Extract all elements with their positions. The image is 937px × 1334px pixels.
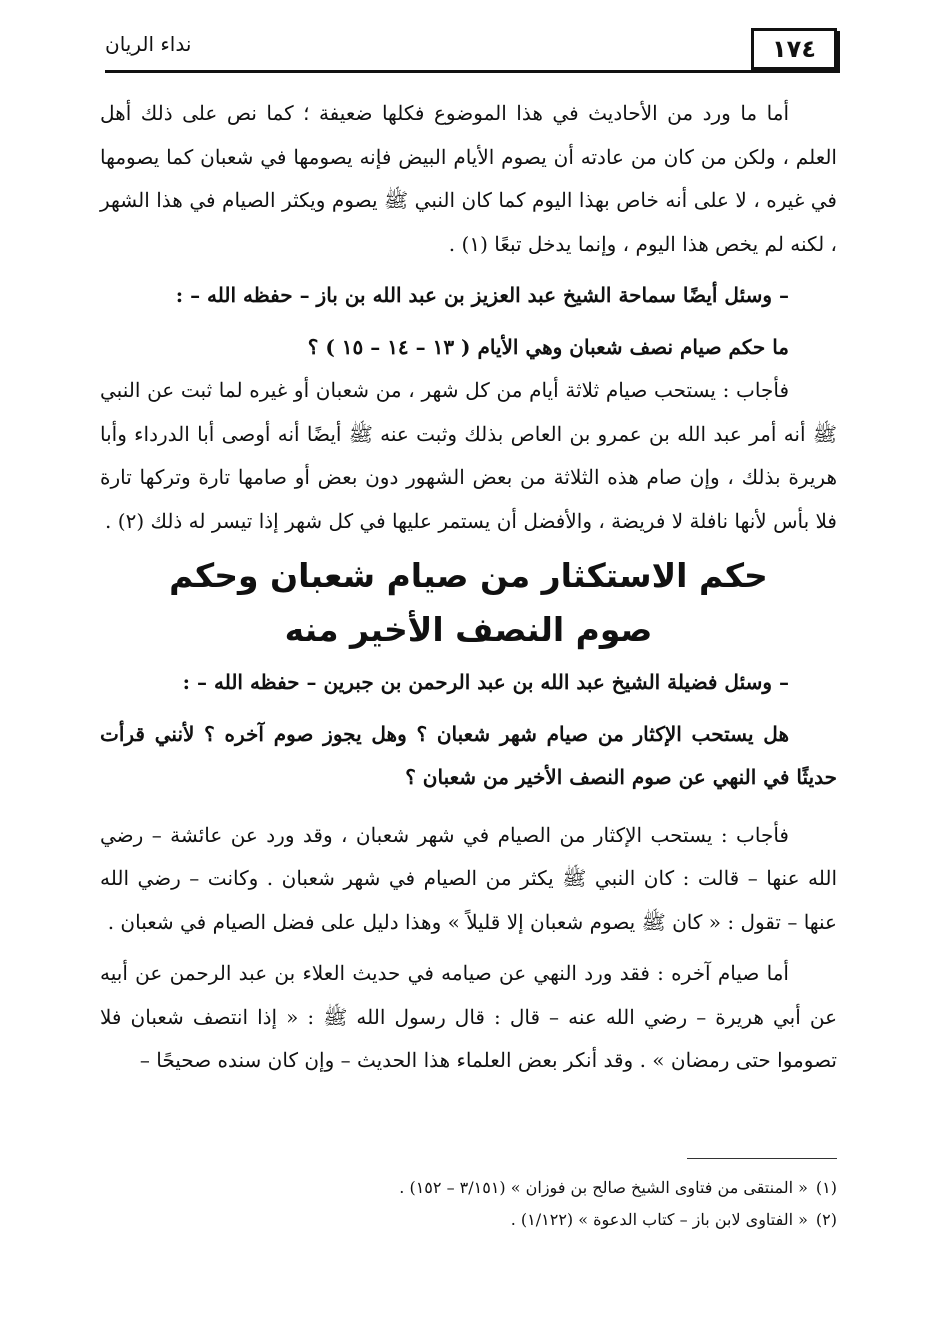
header-rule [105,70,837,73]
question-intro-ibn-baz: – وسئل أيضًا سماحة الشيخ عبد العزيز بن عبد الله بن باز – حفظه الله – : [175,283,789,307]
footnote-text: « الفتاوى لابن باز – كتاب الدعوة » (١/١٢٢) . [510,1210,808,1229]
chapter-title-line-2: صوم النصف الأخير منه [284,610,653,649]
question-fasting-shaban: هل يستحب الإكثار من صيام شهر شعبان ؟ وهل يجوز صوم آخره ؟ لأنني قرأت حديثًا في النهي عن صوم النصف الأخير من شعبان ؟ [100,721,837,789]
page-number: ١٧٤ [751,28,837,70]
footnote-number: (١) [815,1178,837,1197]
footnotes [100,1172,837,1236]
question-mid-shaban: ما حكم صيام نصف شعبان وهي الأيام ( ١٣ – ١٤ – ١٥ ) ؟ [307,334,789,359]
answer-ibn-baz: فأجاب : يستحب صيام ثلاثة أيام من كل شهر ، من شعبان أو غيره لما ثبت عن النبي ﷺ أنه أمر عبد الله بن عمرو بن العاص بذلك وثبت عنه ﷺ أيضًا أنه أوصى أبا الدرداء وأبا هريرة بذلك ، وإن صام هذه الثلاثة من بعض الشهور دون بعض أو صامها تارة وتركها تارة فلا بأس لأنها نافلة لا فريضة ، والأفضل أن يستمر عليها في كل شهر إذا تيسر له ذلك (٢) . [100,378,837,533]
answer-ibn-jibreen: فأجاب : يستحب الإكثار من الصيام في شهر شعبان ، وقد ورد عن عائشة – رضي الله عنها – قالت : كان النبي ﷺ يكثر من الصيام في شهر شعبان . وكانت – رضي الله عنها – تقول : « كان ﷺ يصوم شعبان إلا قليلاً » وهذا دليل على فضل الصيام في شعبان . [100,822,837,934]
footnote-rule [687,1158,837,1159]
footnote-1 [100,1172,837,1204]
chapter-title-line-1: حكم الاستكثار من صيام شعبان وحكم [169,556,768,595]
footnote-2 [100,1204,837,1236]
paragraph-weak-hadiths: أما ما ورد من الأحاديث في هذا الموضوع فكلها ضعيفة ؛ كما نص على ذلك أهل العلم ، ولكن من كان من عادته أن يصوم الأيام البيض فإنه يصومها في شعبان كما يصومها في غيره ، لا على أنه خاص بهذا اليوم كما كان النبي ﷺ يصوم ويكثر الصيام في هذا الشهر ، لكنه لم يخص هذا اليوم ، وإنما يدخل تبعًا (١) . [100,101,837,256]
paragraph-end-of-shaban: أما صيام آخره : فقد ورد النهي عن صيامه في حديث العلاء بن عبد الرحمن عن أبيه عن أبي هريرة – رضي الله عنه – قال : قال رسول الله ﷺ : « إذا انتصف شعبان فلا تصوموا حتى رمضان » . وقد أنكر بعض العلماء هذا الحديث – وإن كان سنده صحيحًا – [100,961,837,1072]
page-header [105,22,837,72]
chapter-title [100,549,837,657]
main-text [100,92,837,1083]
question-intro-ibn-jibreen: – وسئل فضيلة الشيخ عبد الله بن عبد الرحمن بن جبرين – حفظه الله – : [182,670,789,694]
footnote-number: (٢) [815,1210,837,1229]
running-title: نداء الريان [105,32,192,56]
footnote-text: « المنتقى من فتاوى الشيخ صالح بن فوزان » (٣/١٥١ – ١٥٢) . [399,1178,808,1197]
